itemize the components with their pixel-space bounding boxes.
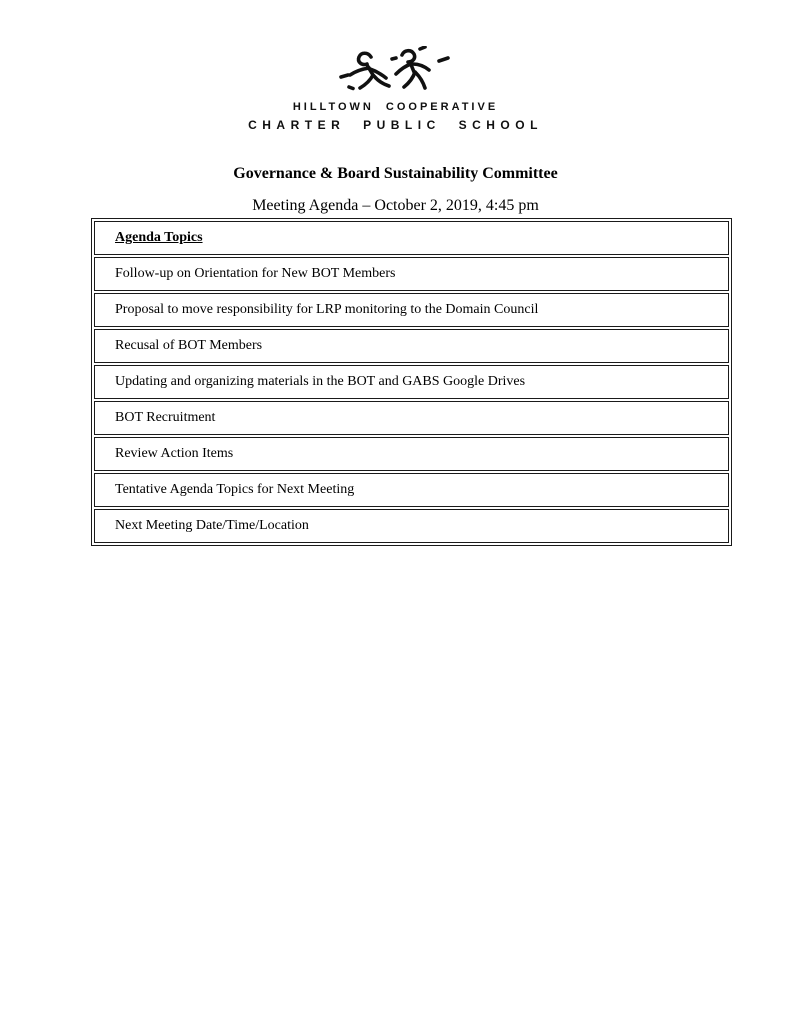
agenda-topic-label: Follow-up on Orientation for New BOT Members (115, 266, 396, 281)
agenda-topic-label: Tentative Agenda Topics for Next Meeting (115, 482, 355, 497)
agenda-topic-label: Next Meeting Date/Time/Location (115, 518, 309, 533)
agenda-table (91, 218, 732, 546)
agenda-header-row (94, 221, 729, 255)
table-row (94, 473, 729, 507)
agenda-topic-label: Recusal of BOT Members (115, 338, 263, 353)
logo-text-line2: CHARTER PUBLIC SCHOOL (248, 118, 543, 132)
agenda-topic-label: Updating and organizing materials in the BOT and GABS Google Drives (115, 374, 526, 389)
agenda-header-label: Agenda Topics (115, 230, 203, 245)
table-row (94, 329, 729, 363)
table-row (94, 401, 729, 435)
meeting-agenda-subtitle: Meeting Agenda – October 2, 2019, 4:45 pm (252, 197, 539, 214)
agenda-topic-label: Review Action Items (115, 446, 234, 461)
table-row (94, 437, 729, 471)
table-row (94, 257, 729, 291)
dancing-children-icon (336, 46, 456, 102)
document-title: Governance & Board Sustainability Committee (233, 165, 558, 182)
agenda-topic-label: BOT Recruitment (115, 410, 216, 425)
agenda-topic-label: Proposal to move responsibility for LRP monitoring to the Domain Council (115, 302, 539, 317)
logo-text-line1: HILLTOWN COOPERATIVE (292, 101, 499, 113)
table-row (94, 509, 729, 543)
table-row (94, 293, 729, 327)
table-row (94, 365, 729, 399)
